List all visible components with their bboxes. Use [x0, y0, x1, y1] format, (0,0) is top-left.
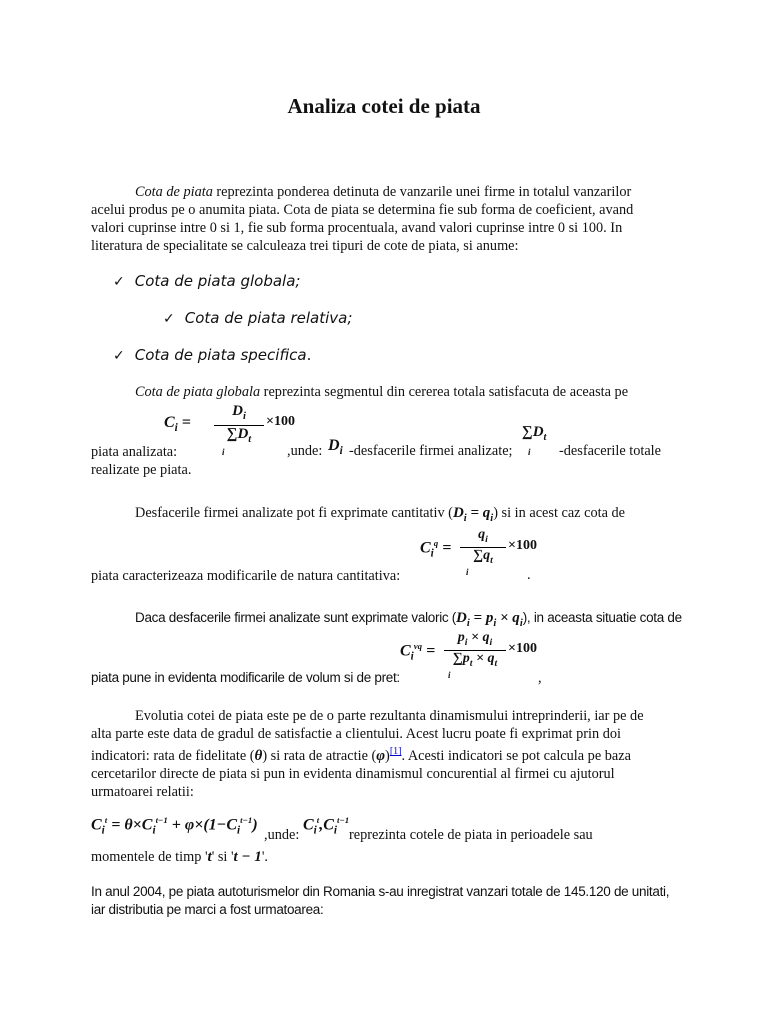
- intro-line-3: valori cuprinse intre 0 si 1, fie sub forma procentuala, avand valori cuprinse intre 0 si 100. In: [91, 220, 623, 236]
- bullet-item-globala: [113, 272, 300, 290]
- formula-cit: $C_i^t,C_i^{t-1}$: [303, 815, 350, 837]
- intro-line-1: reprezinta ponderea detinuta de vanzarile unei firme in totalul vanzarilor: [212, 184, 632, 200]
- formula-relatie: $C_i^t = \theta\times C_i^{t-1} + \varphi\times(1-C_i^{t-1})$: [91, 815, 258, 837]
- phi-symbol: φ: [376, 747, 386, 764]
- global-line-3: realizate pe piata.: [91, 462, 192, 478]
- evol-paragraph: [91, 707, 683, 801]
- global-line-1: Cota de piata globala reprezinta segmentul din cererea totala satisfacuta de aceasta pe: [91, 383, 683, 401]
- formula-di-qi: $D_i = q_i$: [452, 505, 494, 524]
- bullet-label: Cota de piata globala;: [134, 272, 301, 290]
- checkmark-icon: ✓: [163, 311, 175, 327]
- intro-line-2: acelui produs pe o anumita piata. Cota de piata se determina fie sub forma de coeficient, avand: [91, 202, 634, 218]
- bullet-label: Cota de piata relativa;: [184, 309, 353, 327]
- intro-term: Cota de piata: [135, 184, 213, 200]
- bullet-item-specifica: ✓ Cota de piata specifica.: [113, 346, 312, 364]
- val-line-1: Daca desfacerile firmei analizate sunt exprimate valoric $(D_i = p_i \times q_i)$, in aceasta situatie cota de: [135, 610, 682, 629]
- checkmark-icon: ✓: [113, 348, 125, 364]
- cant-line-2: piata caracterizeaza modificarile de natura cantitativa:: [91, 568, 401, 584]
- intro-paragraph: [91, 183, 683, 255]
- global-line-2-end: -desfacerile totale: [559, 443, 661, 459]
- evol-line-1: Evolutia cotei de piata este pe de o parte rezultanta dinamismului intreprinderii, iar pe de: [135, 708, 644, 724]
- global-line-2: piata analizata:: [91, 444, 178, 460]
- cant-line-2-end: .: [527, 567, 531, 583]
- final-line-1: In anul 2004, pe piata autoturismelor din Romania s-au inregistrat vanzari totale de 145.120 de unitati,: [91, 884, 670, 899]
- final-line-2: iar distributia pe marci a fost urmatoarea:: [91, 902, 324, 917]
- bullet-label: Cota de piata specifica: [134, 346, 307, 364]
- global-term: Cota de piata globala: [135, 384, 261, 400]
- formula-di: $D_i$: [328, 437, 343, 458]
- global-line-2-desc: -desfacerile firmei analizate;: [349, 443, 513, 459]
- evol-line-3: indicatori: rata de fidelitate (θ) si rata de atractie (φ)[1]. Acesti indicatori se pot calcula pe baza: [91, 746, 631, 764]
- relatie-text: reprezinta cotele de piata in perioadele sau: [349, 827, 593, 843]
- global-line-2-unde: ,unde:: [287, 443, 323, 459]
- cant-line-1: Desfacerile firmei analizate pot fi exprimate cantitativ $(D_i = q_i)$ si in acest caz cota de: [135, 505, 625, 524]
- checkmark-icon: ✓: [113, 274, 125, 290]
- intro-line-4: literatura de specialitate se calculeaza trei tipuri de cote de piata, si anume:: [91, 238, 519, 254]
- evol-line-4: cercetarilor directe de piata si pun in evidenta dinamismul concurential al firmei cu ajutorul: [91, 765, 615, 782]
- footnote-link[interactable]: [1]: [389, 746, 402, 757]
- val-line-2-end: ,: [538, 670, 542, 686]
- page-title: Analiza cotei de piata: [287, 94, 481, 118]
- evol-line-2: alta parte este data de gradul de satisfactie a clientului. Acest lucru poate fi exprimat prin doi: [91, 726, 621, 742]
- val-line-2: piata pune in evidenta modificarile de volum si de pret:: [91, 670, 400, 685]
- bullet-item-relativa: [163, 309, 352, 327]
- formula-sum-dt: $\sum D_t$ i: [522, 424, 547, 457]
- relatie-line-2: momentele de timp 't' si 't − 1'.: [91, 849, 268, 865]
- formula-di-pi-qi: $D_i = p_i \times q_i$: [456, 610, 523, 629]
- evol-line-5: urmatoarei relatii:: [91, 783, 194, 800]
- theta-symbol: θ: [254, 747, 263, 764]
- relatie-unde: ,unde:: [264, 827, 300, 843]
